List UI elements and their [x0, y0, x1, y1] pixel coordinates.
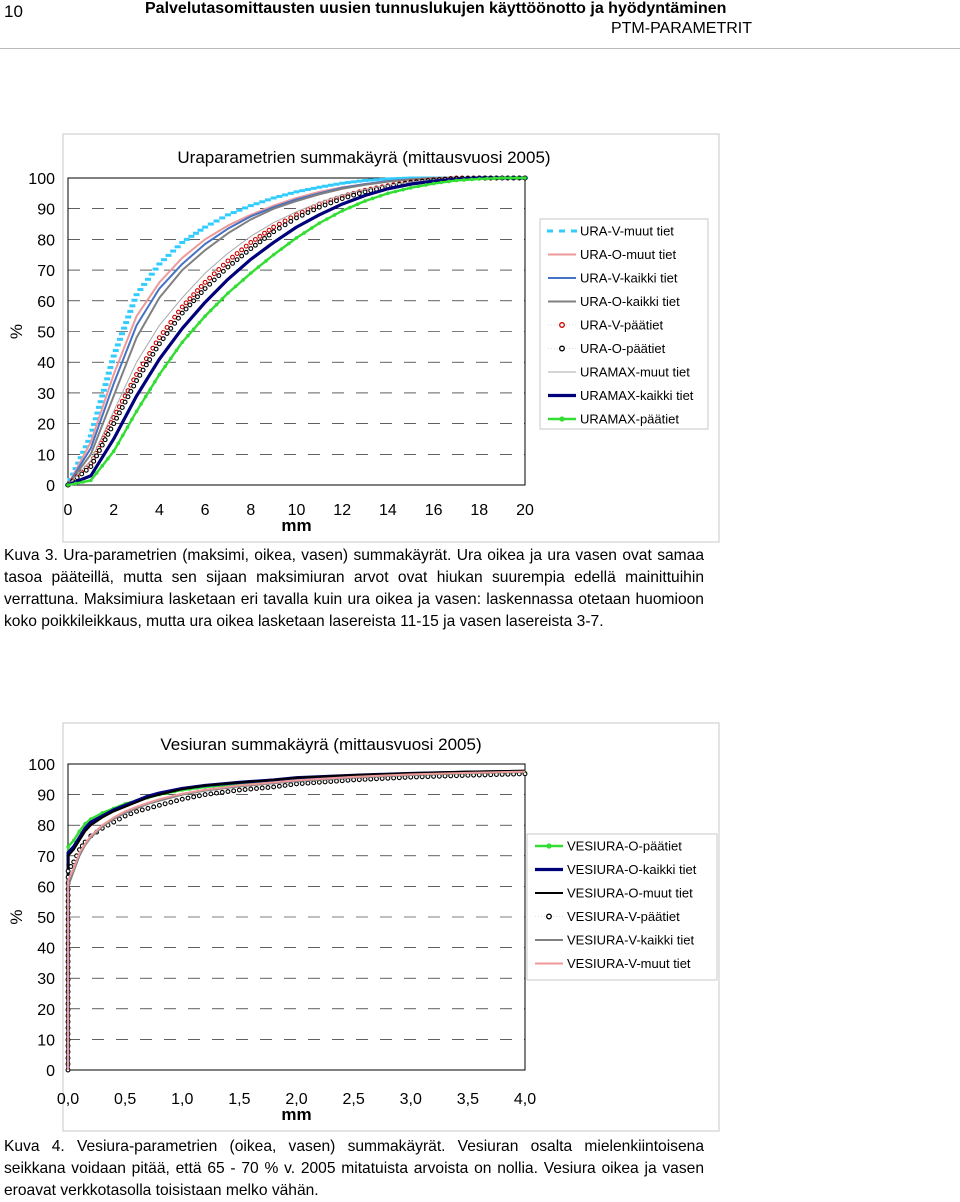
x-tick-label: 10 — [287, 502, 306, 519]
y-tick-label: 90 — [37, 201, 55, 219]
x-tick-label: 2,5 — [342, 1091, 365, 1108]
chart-title: Uraparametrien summakäyrä (mittausvuosi 2005) — [177, 148, 551, 167]
legend-label: URA-V-päätiet — [580, 317, 664, 333]
legend — [527, 834, 717, 980]
y-tick-label: 50 — [37, 910, 55, 927]
legend-label: VESIURA-O-kaikki tiet — [567, 862, 697, 877]
y-tick-label: 20 — [37, 416, 55, 434]
y-tick-label: 50 — [37, 324, 55, 342]
x-tick-label: 12 — [333, 502, 352, 519]
y-tick-label: 20 — [37, 1001, 55, 1019]
y-axis-label: % — [7, 323, 26, 340]
x-axis-label: mm — [281, 516, 312, 535]
y-tick-label: 60 — [37, 879, 55, 897]
x-tick-label: 0,5 — [114, 1091, 137, 1108]
y-tick-label: 100 — [28, 171, 55, 188]
x-tick-label: 18 — [470, 502, 489, 519]
x-tick-label: 20 — [516, 502, 534, 519]
x-tick-label: 3,0 — [399, 1091, 422, 1108]
legend-label: VESIURA-O-päätiet — [567, 838, 682, 854]
figure-caption-3 — [4, 545, 704, 633]
y-tick-label: 30 — [37, 385, 55, 403]
caption-text: Kuva 4. Vesiura-parametrien (oikea, vasen) summakäyrät. Vesiuran osalta mielenkiintoisena seikkana voidaan pitää, että 65 - 70 % v. 2005 mitatuista arvoista on nollia. Vesiura oikea ja vasen eroavat verkkotasolla toisistaan melko vähän. — [4, 1138, 704, 1199]
x-tick-label: 2 — [109, 502, 119, 519]
page-number: 10 — [4, 2, 23, 21]
running-title: Palvelutasomittausten uusien tunnuslukujen käyttöönotto ja hyödyntäminen — [145, 0, 727, 17]
x-tick-label: 0,0 — [56, 1091, 80, 1108]
legend-label: URA-O-päätiet — [580, 341, 666, 356]
y-tick-label: 70 — [37, 848, 55, 866]
x-tick-label: 14 — [379, 502, 397, 519]
y-tick-label: 40 — [37, 940, 55, 958]
x-tick-label: 16 — [424, 502, 443, 519]
x-tick-label: 1,0 — [171, 1091, 194, 1108]
caption-text: Kuva 3. Ura-parametrien (maksimi, oikea, vasen) summakäyrät. Ura oikea ja ura vasen ovat samaa tasoa pääteillä, mutta sen sijaan maksimiuran arvot ovat hiukan suurempia edellä mainittuihin verrattuna. Maksimiura lasketaan eri tavalla kuin ura oikea ja vasen: laskennassa otetaan huomioon koko poikkileikkaus, mutta ura oikea lasketaan lasereista 11-15 ja vasen lasereista 3-7. — [4, 547, 704, 630]
y-tick-label: 70 — [37, 263, 55, 281]
running-subtitle: PTM-PARAMETRIT — [610, 20, 752, 37]
x-tick-label: 1,5 — [228, 1091, 251, 1108]
ura-cumulative-chart — [0, 133, 720, 543]
y-tick-label: 10 — [37, 1032, 55, 1050]
x-tick-label: 4,0 — [513, 1091, 537, 1108]
x-tick-label: 2,0 — [285, 1091, 308, 1108]
y-tick-label: 0 — [46, 1063, 55, 1080]
y-tick-label: 60 — [37, 293, 55, 311]
vesiura-cumulative-chart — [0, 722, 720, 1132]
legend-label: URA-O-kaikki tiet — [580, 294, 680, 309]
legend-label: URAMAX-kaikki tiet — [580, 388, 694, 403]
legend-label: VESIURA-V-muut tiet — [567, 956, 691, 971]
figure-caption-4 — [4, 1136, 704, 1202]
legend-label: URAMAX-muut tiet — [580, 364, 690, 380]
y-tick-label: 10 — [37, 447, 55, 465]
y-tick-label: 30 — [37, 971, 55, 989]
x-axis-label: mm — [281, 1105, 312, 1124]
y-tick-label: 90 — [37, 787, 55, 805]
y-tick-label: 100 — [28, 757, 55, 774]
y-tick-label: 80 — [37, 232, 55, 250]
x-tick-label: 3,5 — [456, 1091, 479, 1108]
x-tick-label: 0 — [63, 502, 73, 519]
legend-label: URA-V-muut tiet — [580, 223, 674, 239]
legend-label: URA-V-kaikki tiet — [580, 270, 678, 286]
legend-label: VESIURA-V-päätiet — [567, 909, 680, 924]
legend — [540, 219, 708, 429]
chart-title: Vesiuran summakäyrä (mittausvuosi 2005) — [160, 735, 482, 754]
y-tick-label: 0 — [46, 478, 55, 495]
legend-label: URA-O-muut tiet — [580, 247, 677, 262]
legend-label: URAMAX-päätiet — [580, 411, 679, 427]
x-tick-label: 4 — [154, 502, 164, 519]
y-tick-label: 80 — [37, 818, 55, 836]
legend-label: VESIURA-O-muut tiet — [567, 885, 693, 901]
y-tick-label: 40 — [37, 355, 55, 373]
y-axis-label: % — [7, 909, 26, 925]
x-tick-label: 8 — [246, 502, 256, 519]
header-rule — [0, 48, 960, 49]
x-tick-label: 6 — [200, 502, 210, 519]
legend-label: VESIURA-V-kaikki tiet — [567, 932, 695, 948]
